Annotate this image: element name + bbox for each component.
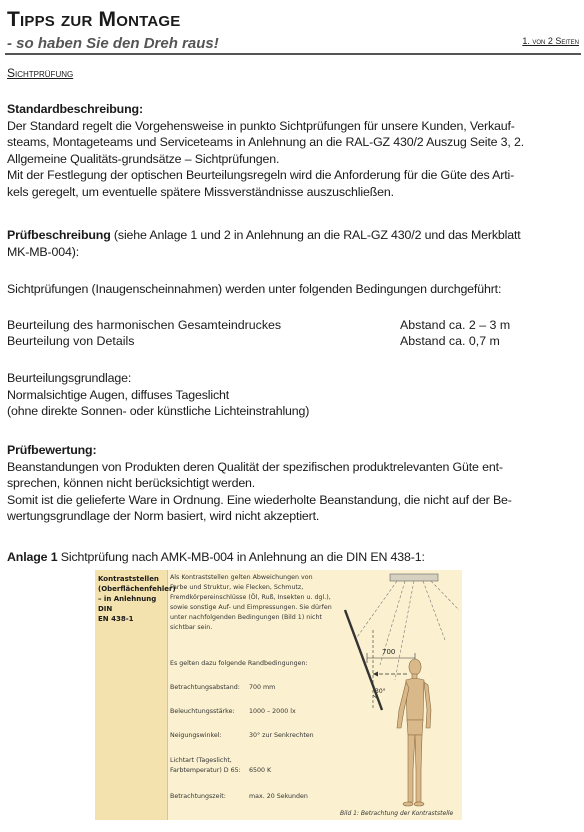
condition-label: Beurteilung des harmonischen Gesamteindruckes xyxy=(7,318,282,332)
param-value: 1000 – 2000 lx xyxy=(249,708,296,715)
basis-line: Normalsichtige Augen, diffuses Tageslicht xyxy=(7,387,230,402)
desc-line: unter nachfolgenden Bedingungen (Bild 1) nicht xyxy=(170,614,322,621)
standard-block xyxy=(7,101,581,200)
category-line: (Oberflächenfehler) xyxy=(98,585,176,593)
desc-line: Farbe und Struktur, wie Flecken, Schmutz, xyxy=(170,584,304,591)
param-label: Beleuchtungsstärke: xyxy=(170,708,235,715)
header-rule xyxy=(5,53,581,55)
param-value: max. 20 Sekunden xyxy=(249,793,308,800)
condition-row xyxy=(7,317,577,334)
category-line: – in Anlehnung DIN xyxy=(98,595,157,613)
conditions-intro: Es gelten dazu folgende Randbedingungen: xyxy=(170,660,308,667)
bewertung-heading: Prüfbewertung: xyxy=(7,443,97,457)
observer-figure-icon xyxy=(397,659,431,806)
param-label: Neigungswinkel: xyxy=(170,732,222,739)
pruef-block xyxy=(7,227,581,260)
param-label: Betrachtungszeit: xyxy=(170,793,226,800)
pruef-heading: Prüfbeschreibung xyxy=(7,228,111,242)
basis-line: Beurteilungsgrundlage: xyxy=(7,371,132,385)
page-title: Tipps zur Montage xyxy=(7,8,181,31)
standard-line: Mit der Festlegung der optischen Beurteilungsregeln wird die Anforderung für die Güte des Arti- xyxy=(7,168,515,182)
viewing-diagram xyxy=(335,570,462,810)
condition-value: Abstand ca. 0,7 m xyxy=(400,334,500,348)
desc-line: Fremdkörpereinschlüsse (Öl, Ruß, Insekten u. dgl.), xyxy=(170,594,331,601)
basis-block xyxy=(7,370,581,420)
desc-line: sowie sonstige Auf- und Eimpressungen. Sie dürfen xyxy=(170,604,332,611)
bewertung-line: wertungsgrundlage der Norm basiert, wird nicht akzeptiert. xyxy=(7,509,320,523)
section-title: Sichtprüfung xyxy=(7,66,74,80)
arrow-icon xyxy=(373,672,378,677)
bewertung-line: Beanstandungen von Produkten deren Qualität der spezifischen produktrelevanten Güte ent- xyxy=(7,459,503,474)
param-label: Betrachtungsabstand: xyxy=(170,684,240,691)
angle-label: 30° xyxy=(375,688,386,695)
bewertung-block xyxy=(7,442,581,525)
category-line: EN 438-1 xyxy=(98,615,134,623)
figure-caption: Bild 1: Betrachtung der Kontraststelle xyxy=(340,810,454,817)
page-number: 1. von 2 Seiten xyxy=(522,36,579,46)
condition-label: Beurteilung von Details xyxy=(7,334,135,348)
condition-row xyxy=(7,333,577,350)
standard-heading: Standardbeschreibung: xyxy=(7,102,143,116)
pruef-heading-line2: MK-MB-004): xyxy=(7,244,80,259)
light-rays xyxy=(355,581,459,680)
dimension-label: 700 xyxy=(382,648,396,656)
pruef-heading-line xyxy=(7,227,581,244)
anlage-text: Sichtprüfung nach AMK-MB-004 in Anlehnung an die DIN EN 438-1: xyxy=(57,550,425,564)
desc-line: sichtbar sein. xyxy=(170,624,213,631)
figure-category xyxy=(95,570,176,820)
standard-line: Allgemeine Qualitäts-grundsätze – Sichtprüfungen. xyxy=(7,151,280,166)
param-label: Farbtemperatur) D 65: xyxy=(170,767,241,774)
param-label: Lichtart (Tageslicht, xyxy=(170,757,232,764)
standard-line: Der Standard regelt die Vorgehensweise in punkto Sichtprüfungen für unsere Kunden, Verkauf- xyxy=(7,118,515,133)
figure-panel xyxy=(95,570,462,820)
param-value: 30° zur Senkrechten xyxy=(249,732,314,739)
bewertung-line: Somit ist die gelieferte Ware in Ordnung. Eine wiederholte Beanstandung, die nicht auf der Be- xyxy=(7,492,512,507)
category-line: Kontraststellen xyxy=(98,575,159,583)
pruef-intro: Sichtprüfungen (Inaugenscheinnahmen) werden unter folgenden Bedingungen durchgeführt: xyxy=(7,282,502,296)
ceiling-light-icon xyxy=(390,574,438,581)
pruef-heading-rest: (siehe Anlage 1 und 2 in Anlehnung an die RAL-GZ 430/2 und das Merkblatt xyxy=(110,228,521,242)
condition-value: Abstand ca. 2 – 3 m xyxy=(400,318,511,332)
standard-line: kels geregelt, um eventuelle spätere Missverständnisse auszuschließen. xyxy=(7,184,394,199)
test-panel xyxy=(345,610,382,710)
bewertung-line: sprechen, können nicht berücksichtigt werden. xyxy=(7,476,256,490)
anlage-heading: Anlage 1 xyxy=(7,550,58,564)
desc-line: Als Kontraststellen gelten Abweichungen von xyxy=(170,574,313,581)
param-value: 700 mm xyxy=(249,684,276,691)
standard-line: steams, Montageteams und Serviceteams in Anlehnung an die RAL-GZ 430/2 Auszug Seite 3, 2. xyxy=(7,135,525,149)
anlage-line xyxy=(7,549,581,566)
param-value: 6500 K xyxy=(249,767,272,774)
page-subtitle: - so haben Sie den Dreh raus! xyxy=(7,35,219,52)
basis-line: (ohne direkte Sonnen- oder künstliche Lichteinstrahlung) xyxy=(7,404,310,418)
